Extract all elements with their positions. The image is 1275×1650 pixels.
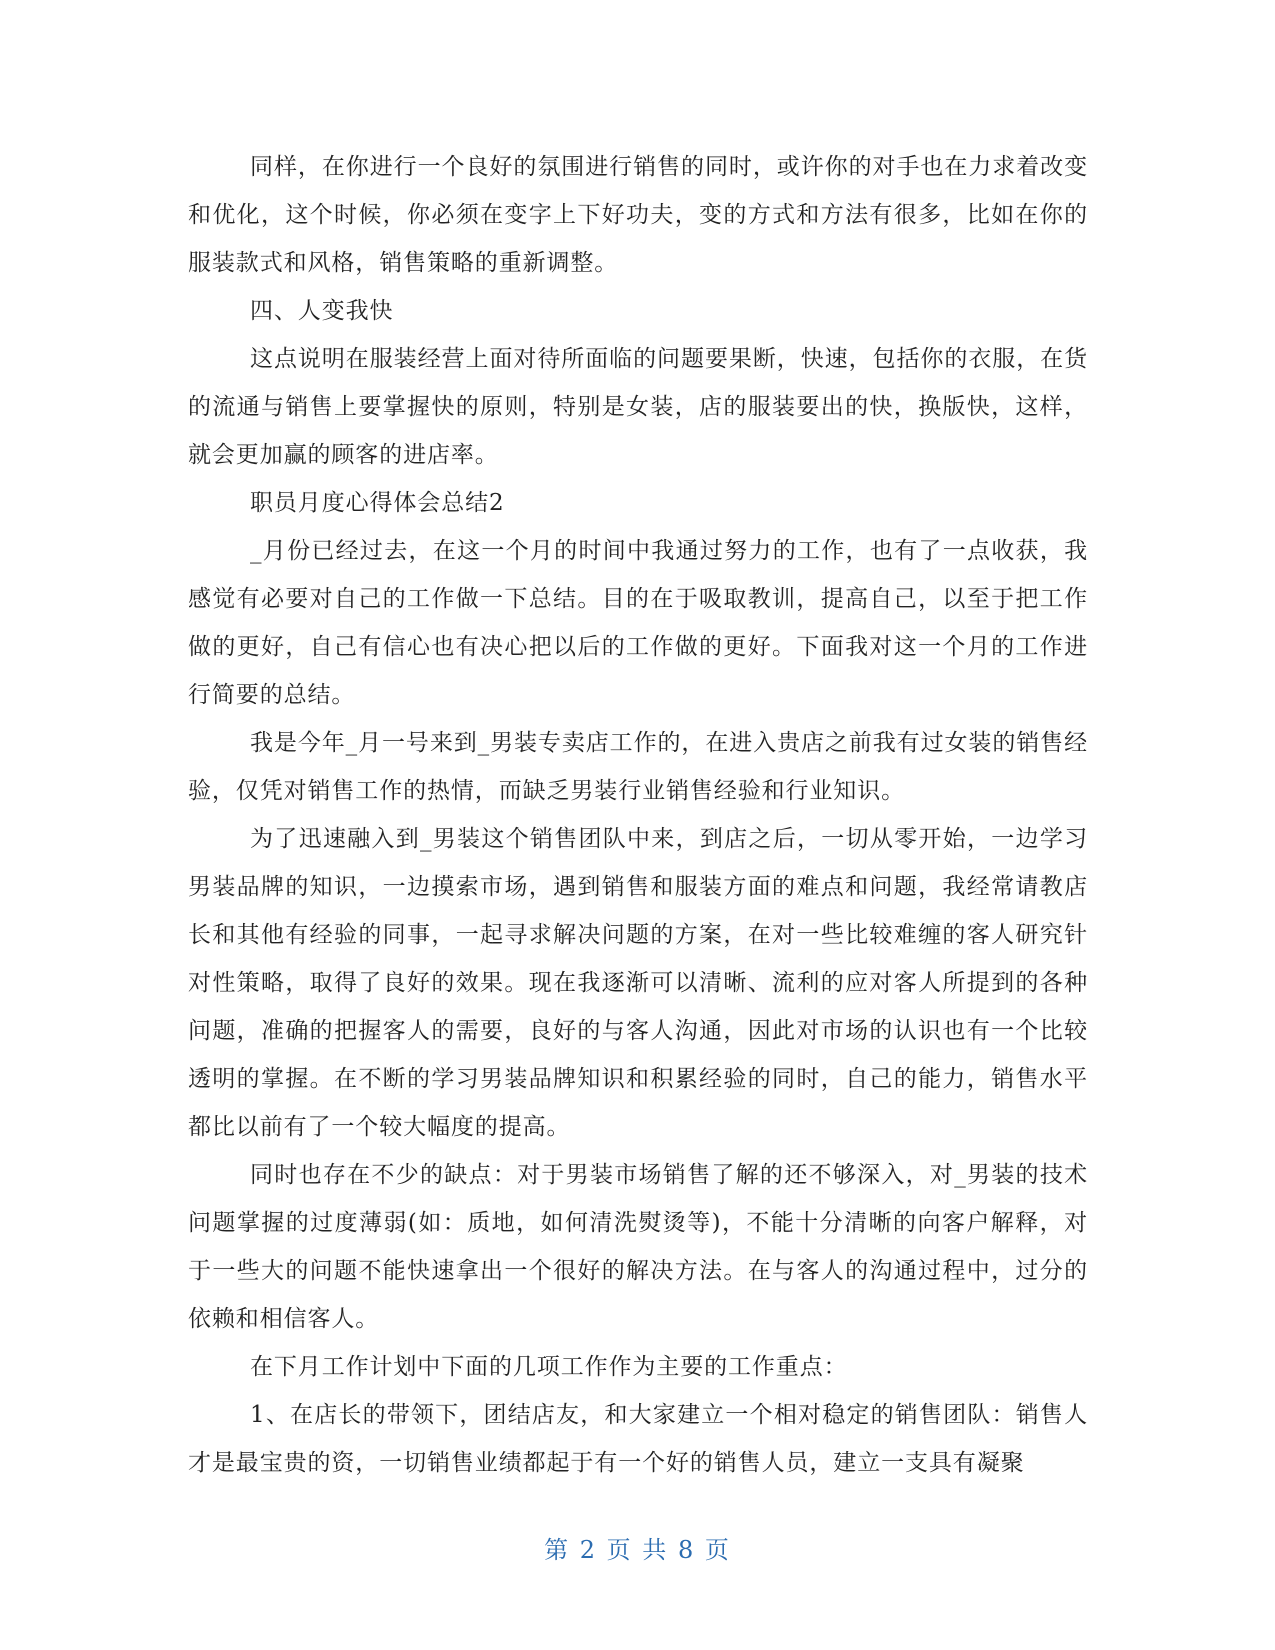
document-body bbox=[188, 143, 1088, 1487]
paragraph-8: 1、在店长的带领下，团结店友，和大家建立一个相对稳定的销售团队：销售人才是最宝贵的资，一切销售业绩都起于有一个好的销售人员，建立一支具有凝聚 bbox=[188, 1402, 1088, 1476]
paragraph-6: 同时也存在不少的缺点：对于男装市场销售了解的还不够深入，对_男装的技术问题掌握的过度薄弱(如：质地，如何清洗熨烫等)，不能十分清晰的向客户解释，对于一些大的问题不能快速拿出一个很好的解决方法。在与客人的沟通过程中，过分的依赖和相信客人。 bbox=[188, 1162, 1088, 1332]
section-heading-4: 四、人变我快 bbox=[250, 298, 394, 324]
paragraph-1: 同样，在你进行一个良好的氛围进行销售的同时，或许你的对手也在力求着改变和优化，这个时候，你必须在变字上下好功夫，变的方式和方法有很多，比如在你的服装款式和风格，销售策略的重新调整。 bbox=[188, 154, 1088, 276]
article-title-2: 职员月度心得体会总结2 bbox=[250, 490, 505, 516]
page-number-footer: 第 2 页 共 8 页 bbox=[544, 1536, 731, 1564]
paragraph-7: 在下月工作计划中下面的几项工作作为主要的工作重点： bbox=[250, 1354, 848, 1380]
paragraph-3: _月份已经过去，在这一个月的时间中我通过努力的工作，也有了一点收获，我感觉有必要对自己的工作做一下总结。目的在于吸取教训，提高自己，以至于把工作做的更好，自己有信心也有决心把以后的工作做的更好。下面我对这一个月的工作进行简要的总结。 bbox=[188, 538, 1088, 708]
paragraph-5: 为了迅速融入到_男装这个销售团队中来，到店之后，一切从零开始，一边学习男装品牌的知识，一边摸索市场，遇到销售和服装方面的难点和问题，我经常请教店长和其他有经验的同事，一起寻求解决问题的方案，在对一些比较难缠的客人研究针对性策略，取得了良好的效果。现在我逐渐可以清晰、流利的应对客人所提到的各种问题，准确的把握客人的需要，良好的与客人沟通，因此对市场的认识也有一个比较透明的掌握。在不断的学习男装品牌知识和积累经验的同时，自己的能力，销售水平都比以前有了一个较大幅度的提高。 bbox=[188, 826, 1088, 1140]
paragraph-2: 这点说明在服装经营上面对待所面临的问题要果断，快速，包括你的衣服，在货的流通与销售上要掌握快的原则，特别是女装，店的服装要出的快，换版快，这样，就会更加赢的顾客的进店率。 bbox=[188, 346, 1088, 468]
paragraph-4: 我是今年_月一号来到_男装专卖店工作的，在进入贵店之前我有过女装的销售经验，仅凭对销售工作的热情，而缺乏男装行业销售经验和行业知识。 bbox=[188, 730, 1088, 804]
